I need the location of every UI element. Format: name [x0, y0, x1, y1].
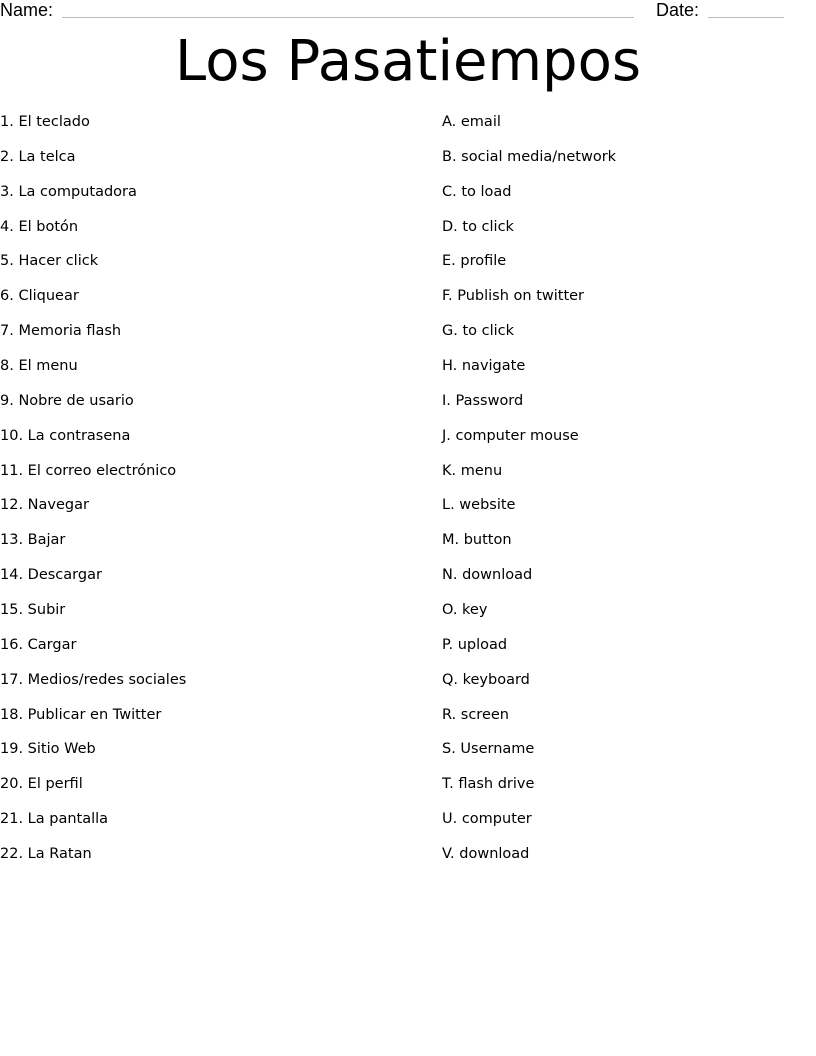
term-item: 14. Descargar [0, 567, 102, 584]
name-label: Name: [0, 0, 54, 20]
page-title: Los Pasatiempos [174, 29, 642, 94]
definition-item: J. computer mouse [442, 427, 579, 444]
term-item: 8. El menu [0, 358, 78, 375]
term-item: 22. La Ratan [0, 846, 92, 863]
term-item: 20. El perfil [0, 776, 83, 793]
definition-item: I. Password [442, 392, 524, 409]
term-item: 15. Subir [0, 602, 66, 619]
definition-item: E. profile [442, 253, 507, 270]
definition-item: O. key [442, 602, 488, 619]
definition-item: M. button [442, 532, 512, 549]
definition-item: F. Publish on twitter [442, 288, 585, 305]
definition-item: N. download [442, 567, 533, 584]
date-blank-line [708, 17, 784, 18]
definition-item: A. email [442, 114, 501, 130]
definition-item: D. to click [442, 218, 514, 235]
term-item: 19. Sitio Web [0, 741, 96, 758]
definition-item: G. to click [442, 323, 515, 340]
term-item: 7. Memoria flash [0, 323, 122, 340]
definition-item: U. computer [442, 811, 532, 828]
term-item: 9. Nobre de usario [0, 392, 134, 409]
term-item: 10. La contrasena [0, 427, 131, 444]
term-item: 6. Cliquear [0, 288, 79, 305]
definition-item: Q. keyboard [442, 671, 530, 688]
term-item: 11. El correo electrónico [0, 462, 177, 479]
definition-item: T. flash drive [442, 776, 535, 793]
name-blank-line [62, 17, 634, 18]
definition-item: S. Username [442, 741, 535, 758]
definition-item: R. screen [442, 706, 509, 723]
terms-list [0, 110, 420, 877]
definition-item: P. upload [442, 636, 508, 653]
term-item: 13. Bajar [0, 532, 66, 549]
definition-item: H. navigate [442, 358, 526, 375]
definitions-list [442, 110, 802, 877]
term-item: 18. Publicar en Twitter [0, 706, 162, 723]
term-item: 17. Medios/redes sociales [0, 671, 187, 688]
term-item: 4. El botón [0, 218, 79, 235]
definition-item: V. download [442, 846, 530, 863]
definition-item: K. menu [442, 462, 503, 479]
term-item: 2. La telca [0, 148, 76, 165]
date-label: Date: [656, 0, 700, 20]
term-item: 5. Hacer click [0, 253, 99, 270]
term-item: 12. Navegar [0, 497, 89, 514]
definition-item: L. website [442, 497, 516, 514]
term-item: 3. La computadora [0, 183, 137, 200]
term-item: 21. La pantalla [0, 811, 109, 828]
definition-item: B. social media/network [442, 148, 617, 165]
definition-item: C. to load [442, 183, 512, 200]
term-item: 1. El teclado [0, 114, 90, 130]
worksheet-header [0, 0, 816, 24]
term-item: 16. Cargar [0, 636, 77, 653]
